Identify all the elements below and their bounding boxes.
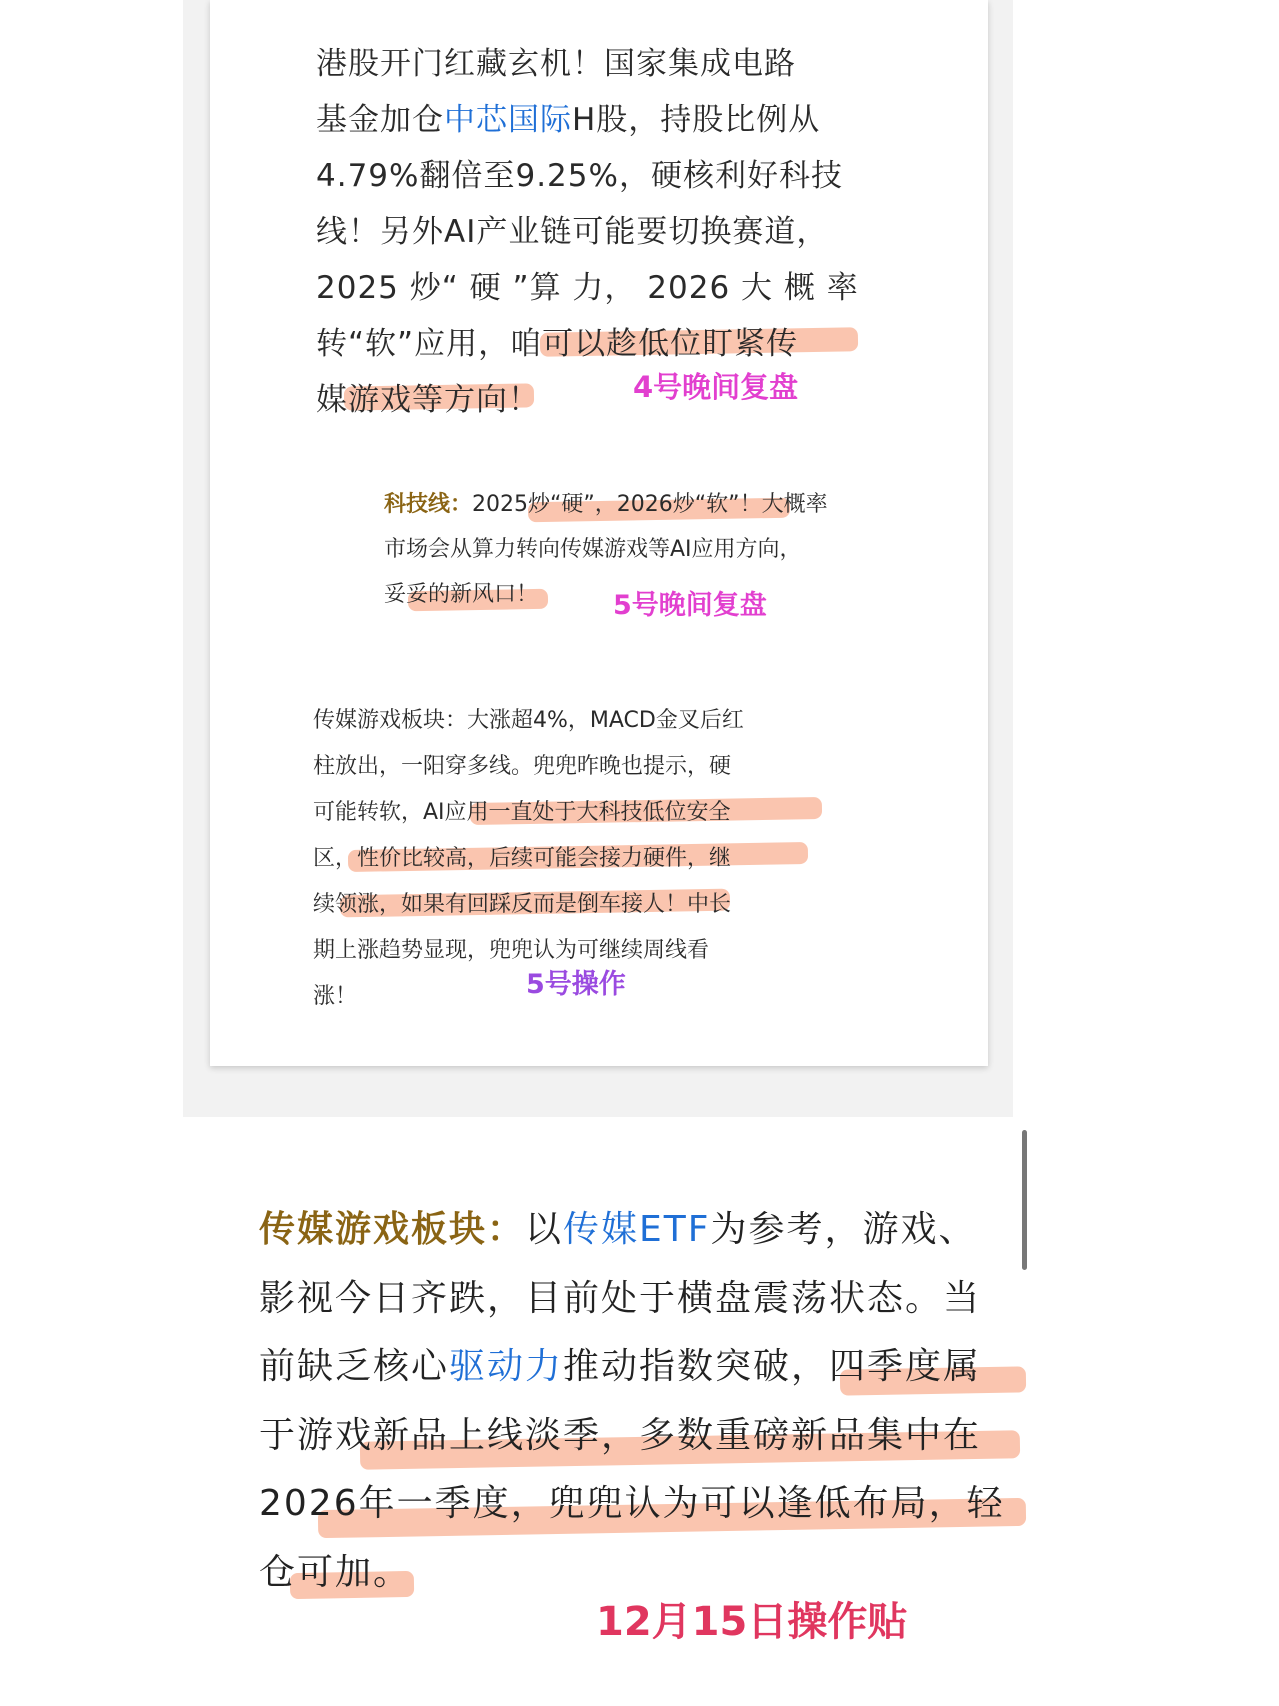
stock-link-smic[interactable]: 中芯国际 (444, 102, 572, 138)
text-line: 影视今日齐跌，目前处于横盘震荡状态。当 (259, 1277, 982, 1319)
text-segment: 前缺乏核心 (259, 1346, 450, 1387)
section-label: 传媒游戏板块： (259, 1209, 526, 1250)
text-line: 4.79%翻倍至9.25%，硬核利好科技 (316, 158, 843, 194)
text-segment: 2025炒“硬”，2026炒“软”！大概率 (472, 492, 828, 517)
text-line: 媒游戏等方向！ (316, 382, 540, 418)
text-segment: 为参考，游戏、 (710, 1209, 977, 1250)
driving-force-link[interactable]: 驱动力 (449, 1346, 564, 1387)
text-segment: 基金加仓 (316, 102, 444, 138)
text-line: 妥妥的新风口！ (384, 582, 539, 607)
text-line: 可能转软，AI应用一直处于大科技低位安全 (313, 800, 731, 825)
text-line: 2026年一季度，兜兜认为可以逢低布局，轻 (259, 1483, 1005, 1524)
text-line: 于游戏新品上线淡季，多数重磅新品集中在 (259, 1414, 982, 1456)
text-line: 2025 炒“ 硬 ”算 力， 2026 大 概 率 (316, 270, 859, 306)
scrollbar[interactable] (1022, 1130, 1027, 1270)
text-line: 期上涨趋势显现，兜兜认为可继续周线看 (313, 938, 710, 963)
text-line: 柱放出，一阳穿多线。兜兜昨晚也提示，硬 (313, 754, 732, 779)
text-line: 仓可加。 (259, 1551, 412, 1593)
text-line: 线！另外AI产业链可能要切换赛道， (316, 214, 829, 250)
text-line: 传媒游戏板块：大涨超4%，MACD金叉后红 (313, 708, 744, 733)
text-line: 市场会从算力转向传媒游戏等AI应用方向， (384, 537, 802, 562)
etf-link[interactable]: 传媒ETF (563, 1209, 711, 1250)
text-segment: H股，持股比例从 (572, 102, 821, 138)
text-segment: 推动指数突破，四季度属 (563, 1346, 982, 1387)
annotation-tag: 5号晚间复盘 (613, 590, 767, 621)
annotation-tag: 4号晚间复盘 (633, 370, 799, 404)
annotation-tag: 5号操作 (526, 969, 626, 1000)
text-line: 区，性价比较高，后续可能会接力硬件，继 (313, 846, 732, 871)
annotation-tag: 12月15日操作贴 (596, 1599, 908, 1645)
text-line (316, 92, 859, 148)
section-label: 科技线： (384, 492, 473, 517)
text-line: 港股开门红藏玄机！国家集成电路 (316, 46, 796, 82)
text-line (259, 1196, 1005, 1265)
text-segment: 以 (525, 1209, 564, 1250)
main-paragraph (259, 1196, 1005, 1607)
text-line (259, 1333, 1005, 1402)
text-line: 涨！ (313, 984, 358, 1009)
text-line: 续领涨，如果有回踩反而是倒车接人！中长 (313, 892, 732, 917)
text-line: 转“软”应用，咱可以趁低位盯紧传 (316, 326, 799, 362)
text-line (384, 482, 828, 527)
